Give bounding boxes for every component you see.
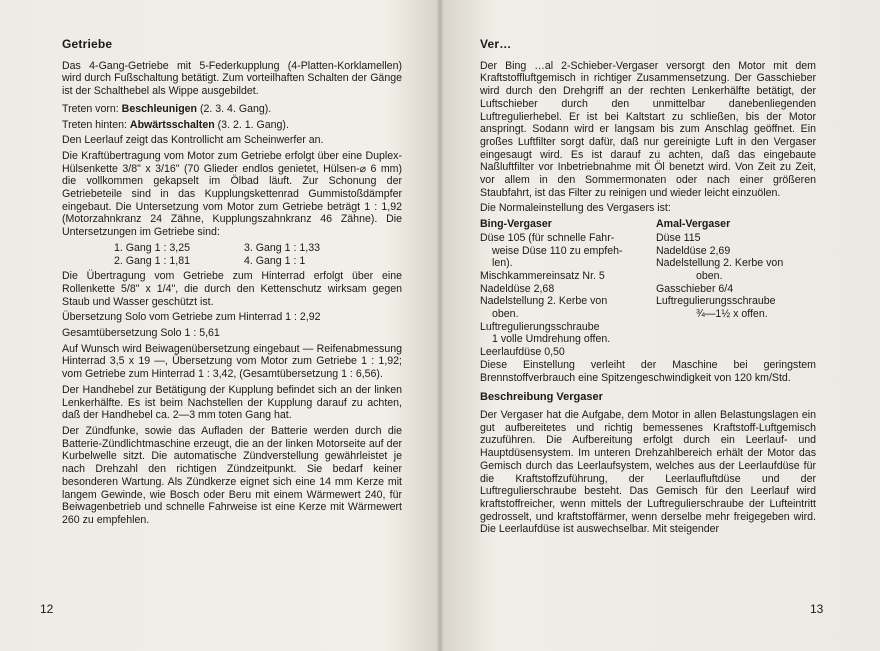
gear-ratio: 1. Gang 1 : 3,25 [114, 241, 190, 254]
gear-ratio: 4. Gang 1 : 1 [244, 254, 306, 267]
page-number: 12 [40, 602, 54, 616]
carburetor-settings [480, 218, 816, 359]
paragraph: Den Leerlauf zeigt das Kontrollicht am Scheinwerfer an. [62, 134, 324, 147]
setting-line: weise Düse 110 zu empfeh- [492, 244, 623, 257]
setting-line: Düse 105 (für schnelle Fahr- [480, 231, 615, 244]
setting-line: oben. [696, 269, 723, 282]
setting-line: Gasschieber 6/4 [656, 282, 734, 295]
setting-line: len). [492, 257, 513, 270]
section-heading-vergaser: Ver… [480, 37, 512, 51]
setting-line: 1 volle Umdrehung offen. [492, 333, 611, 346]
paragraph: Diese Einstellung verleiht der Maschine bei geringstem Brennstoffverbrauch eine Spitzengeschwindigkeit von 120 km/Std. [480, 358, 816, 384]
left-page [62, 38, 402, 530]
paragraph: Der Handhebel zur Betätigung der Kupplung befindet sich an der linken Lenkerhälfte. Es ist beim Nachstellen der Kupplung darauf zu achten, daß der Handhebel ca. 2—3 mm toten Gang hat. [62, 383, 402, 422]
setting-line: Nadelstellung 2. Kerbe von [656, 257, 784, 270]
setting-line: Leerlaufdüse 0,50 [480, 346, 565, 359]
setting-line: Nadelstellung 2. Kerbe von [480, 295, 608, 308]
paragraph: Übersetzung Solo vom Getriebe zum Hinterrad 1 : 2,92 [62, 311, 321, 324]
setting-line: Luftregulierungsschraube [480, 320, 600, 333]
right-page [480, 38, 816, 539]
paragraph: Die Kraftübertragung vom Motor zum Getriebe erfolgt über eine Duplex-Hülsenkette 3/8" x 3/16" (70 Glieder endlos genietet, Hülsen-⌀ 6 mm) die vollkommen gekapselt im Ölbad läuft. Zur Schonung der Getriebeteile sind in das Kupplungskettenrad Gummistoßdämpfer eingebaut. Die Untersetzung vom Motor zum Getriebe beträgt 1 : 1,92 (Motorzahnkranz 24 Zähne, Kupplungszahnkranz 46 Zähne). Die Untersetzungen im Getriebe sind: [62, 149, 402, 239]
gear-ratio-table [114, 242, 402, 267]
setting-line: Mischkammereinsatz Nr. 5 [480, 269, 605, 282]
paragraph: Der Bing …al 2-Schieber-Vergaser versorgt den Motor mit dem Kraftstoffluftgemisch in richtiger Zusammensetzung. Der Gasschieber wird durch den Drehgriff an der rechten Lenkerhälfte betätigt, der Luftschieber durch den unmittelbar danebenliegenden Luftregulierhebel. Er ist bei Kaltstart zu schließen, bis der Motor anspringt. Sodann wird er langsam bis zum Anschlag geöffnet. Ein großes Luftfilter sorgt dafür, daß nur gereinigte Luft in den Vergaser eingesaugt wird. Es ist darauf zu achten, daß das eingebaute Naßluftfilter vor Inbetriebnahme mit Öl benetzt wird. Von Zeit zu Zeit, vor allem in den Sommermonaten oder nach einer größeren Staubfahrt, ist das Filter zu reinigen und wieder leicht einzuölen. [480, 59, 816, 199]
paragraph: Der Zündfunke, sowie das Aufladen der Batterie werden durch die Batterie-Zündlichtmaschine erzeugt, die an der linken Motorseite auf der Kurbelwelle sitzt. Die automatische Zündverstellung gewährleistet je nach Drehzahl den richtigen Zündzeitpunkt. Sie bedarf keiner besonderen Wartung. Als Zündkerze eignet sich eine 14 mm Kerze mit langem Gewinde, wie Bosch oder Beru mit einem Wärmewert 240, für Beiwagenbetrieb und schnelle Fahrweise ist eine Kerze mit Wärmewert 260 zu empfehlen. [62, 424, 402, 526]
paragraph: Die Normaleinstellung des Vergasers ist: [480, 202, 671, 215]
book-gutter [437, 0, 443, 651]
bing-title: Bing-Vergaser [480, 218, 552, 231]
paragraph-treten-vorn: Treten vorn: Beschleunigen (2. 3. 4. Gang). [62, 102, 272, 115]
setting-line: Düse 115 [656, 231, 701, 244]
setting-line: ¾—1½ x offen. [696, 308, 768, 321]
paragraph: Gesamtübersetzung Solo 1 : 5,61 [62, 327, 220, 340]
bing-settings [480, 218, 656, 359]
paragraph: Der Vergaser hat die Aufgabe, dem Motor in allen Belastungslagen ein gut aufbereitetes und richtig bemessenes Kraftstoff-Luftgemisch zuzuführen. Die Aufbereitung erfolgt durch ein Leerlauf- und Hauptdüsensystem. Im unteren Drehzahlbereich erhält der Motor das Gemisch durch das Leerlaufsystem, welches aus der Leerlaufdüse für die Kraftstoffzuführung, der Leerlaufluftdüse und der Luftregulierschraube besteht. Das Gemisch für den Leerlauf wird kraftstoffreicher, wenn mittels der Luftregulierschraube der Lufteintritt gedrosselt, und kraftstoffärmer, wenn derselbe mehr freigegeben wird. Die Leerlaufdüse ist auswechselbar. Mit steigender [480, 408, 816, 536]
section-heading-beschreibung: Beschreibung Vergaser [480, 391, 603, 404]
setting-line: oben. [492, 308, 519, 321]
amal-settings [656, 218, 816, 359]
paragraph: Das 4-Gang-Getriebe mit 5-Federkupplung (4-Platten-Korklamellen) wird durch Fußschaltung betätigt. Zum vorteilhaften Schalten der Gänge ist der Schalthebel als Wippe ausgebildet. [62, 59, 402, 98]
paragraph-treten-hinten: Treten hinten: Abwärtsschalten (3. 2. 1. Gang). [62, 118, 289, 131]
setting-line: Nadeldüse 2,69 [656, 244, 731, 257]
section-heading-getriebe: Getriebe [62, 37, 113, 51]
gear-ratio: 2. Gang 1 : 1,81 [114, 254, 190, 267]
amal-title: Amal-Vergaser [656, 218, 731, 231]
setting-line: Nadeldüse 2,68 [480, 282, 555, 295]
setting-line: Luftregulierungsschraube [656, 295, 776, 308]
paragraph: Auf Wunsch wird Beiwagenübersetzung eingebaut — Reifenabmessung Hinterrad 3,5 x 19 —, Übersetzung vom Motor zum Getriebe 1 : 1,92; vom Getriebe zum Hinterrad 1 : 3,42, (Gesamtübersetzung 1 : 6,56). [62, 342, 402, 381]
page-number: 13 [810, 602, 824, 616]
paragraph: Die Übertragung vom Getriebe zum Hinterrad erfolgt über eine Rollenkette 5/8" x 1/4", die durch den Kettenschutz wirksam gegen Staub und Wasser geschützt ist. [62, 270, 402, 308]
gear-ratio: 3. Gang 1 : 1,33 [244, 241, 320, 254]
